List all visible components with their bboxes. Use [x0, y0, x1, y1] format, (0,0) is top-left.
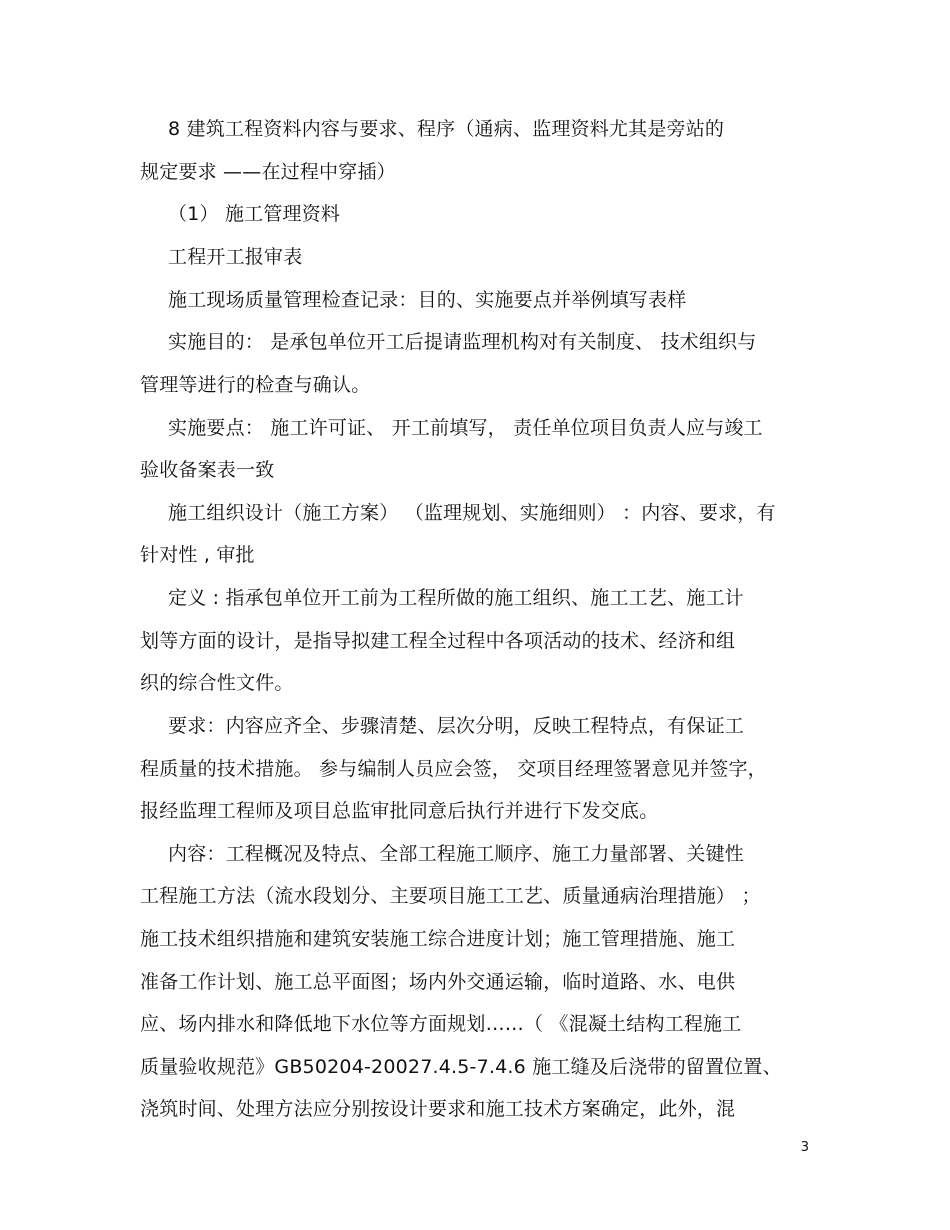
text-line: 织的综合性文件。	[140, 672, 294, 694]
text-line: 程质量的技术措施。 参与编制人员应会签， 交项目经理签署意见并签字，	[140, 758, 767, 780]
text-line: 浇筑时间、处理方法应分别按设计要求和施工技术方案确定，此外，混	[140, 1098, 736, 1120]
text-line: 实施要点： 施工许可证、 开工前填写， 责任单位项目负责人应与竣工	[168, 417, 763, 439]
text-line: 要求：内容应齐全、步骤清楚、层次分明，反映工程特点，有保证工	[168, 715, 745, 737]
text-line: 定义 : 指承包单位开工前为工程所做的施工组织、施工工艺、施工计	[168, 587, 744, 609]
text-line: 报经监理工程师及项目总监审批同意后执行并进行下发交底。	[140, 800, 659, 822]
text-line: 针对性 , 审批	[140, 544, 255, 566]
text-line: 管理等进行的检查与确认。	[140, 374, 371, 396]
text-line: 划等方面的设计，是指导拟建工程全过程中各项活动的技术、经济和组	[140, 630, 736, 652]
text-line: 施工组织设计（施工方案） （监理规划、实施细则） ：内容、要求，有	[168, 502, 776, 524]
subheading-construction-management: （1） 施工管理资料	[168, 203, 341, 225]
text-line: 施工技术组织措施和建筑安装施工综合进度计划；施工管理措施、施工	[140, 928, 736, 950]
text-line: 验收备案表一致	[140, 459, 275, 481]
text-line: 施工现场质量管理检查记录：目的、实施要点并举例填写表样	[168, 289, 687, 311]
text-line: 内容：工程概况及特点、全部工程施工顺序、施工力量部署、关键性	[168, 843, 745, 865]
heading-section-8: 8 建筑工程资料内容与要求、程序（通病、监理资料尤其是旁站的	[168, 118, 725, 140]
text-line: 实施目的： 是承包单位开工后提请监理机构对有关制度、 技术组织与	[168, 331, 757, 353]
text-line: 规定要求 ——在过程中穿插）	[140, 161, 396, 183]
text-line: 准备工作计划、施工总平面图；场内外交通运输，临时道路、水、电供	[140, 971, 736, 993]
text-line: 应、场内排水和降低地下水位等方面规划……（ 《混凝土结构工程施工	[140, 1013, 742, 1035]
text-line: 工程施工方法（流水段划分、主要项目施工工艺、质量通病治理措施） ；	[140, 885, 761, 907]
page-number: 3	[800, 1140, 809, 1155]
text-line: 质量验收规范》GB50204-20027.4.5-7.4.6 施工缝及后浇带的留置位置、	[140, 1056, 782, 1078]
text-line: 工程开工报审表	[168, 246, 303, 268]
